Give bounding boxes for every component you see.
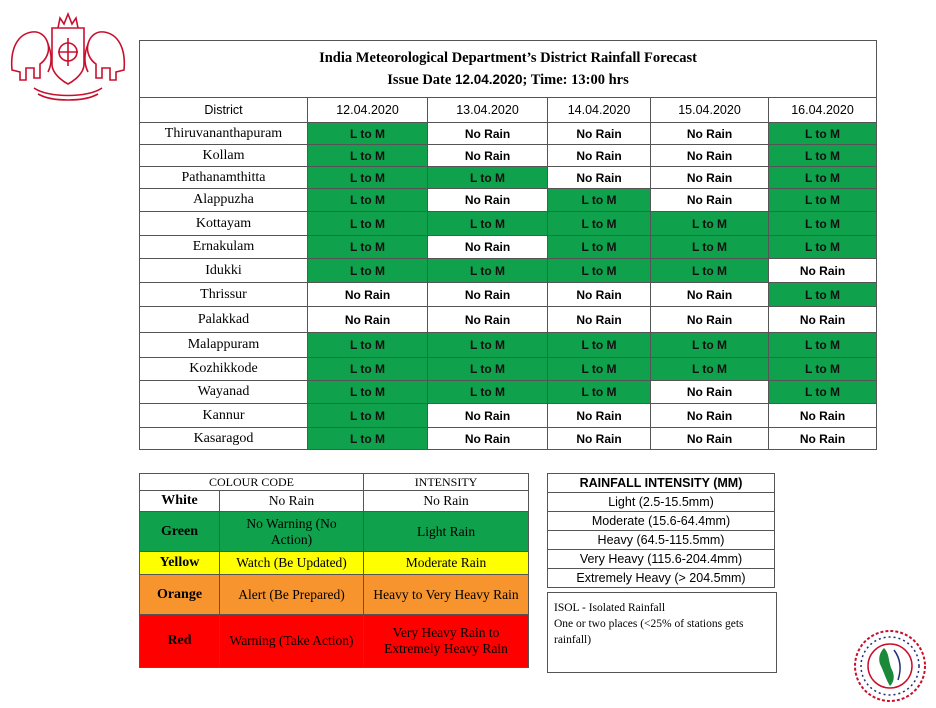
forecast-cell: No Rain	[428, 123, 548, 145]
forecast-cell: L to M	[548, 358, 651, 381]
isol-definition: ISOL - Isolated Rainfall	[554, 602, 666, 614]
forecast-cell: No Rain	[651, 123, 769, 145]
forecast-cell: L to M	[769, 381, 877, 404]
forecast-cell: No Rain	[548, 167, 651, 189]
forecast-cell: L to M	[548, 189, 651, 212]
forecast-cell: L to M	[769, 283, 877, 307]
forecast-cell: L to M	[428, 381, 548, 404]
forecast-cell: No Rain	[769, 259, 877, 283]
forecast-cell: L to M	[548, 333, 651, 358]
colour-intensity: Heavy to Very Heavy Rain	[364, 575, 529, 615]
colour-meaning: Warning (Take Action)	[220, 615, 364, 668]
district-name: Pathanamthitta	[140, 167, 308, 189]
colour-row-white	[140, 491, 529, 512]
forecast-cell: No Rain	[548, 123, 651, 145]
forecast-cell: L to M	[308, 123, 428, 145]
rainfall-intensity-item: Very Heavy (115.6-204.4mm)	[548, 550, 775, 569]
forecast-cell: No Rain	[308, 283, 428, 307]
district-name: Ernakulam	[140, 236, 308, 259]
colour-intensity: No Rain	[364, 491, 529, 512]
rainfall-intensity-row	[548, 512, 775, 531]
isol-description: One or two places (<25% of stations gets rainfall)	[554, 618, 744, 646]
forecast-cell: L to M	[769, 145, 877, 167]
forecast-cell: No Rain	[548, 283, 651, 307]
intensity-header: INTENSITY	[364, 474, 529, 491]
district-name: Kollam	[140, 145, 308, 167]
table-row	[140, 123, 877, 145]
table-title-row	[140, 41, 877, 98]
isol-note-box	[547, 592, 777, 673]
forecast-cell: L to M	[651, 333, 769, 358]
rainfall-intensity-item: Extremely Heavy (> 204.5mm)	[548, 569, 775, 588]
forecast-cell: L to M	[428, 167, 548, 189]
forecast-title-cell	[140, 41, 877, 98]
forecast-cell: No Rain	[428, 428, 548, 450]
colour-row-red	[140, 615, 529, 668]
forecast-cell: L to M	[308, 145, 428, 167]
issue-date-value: 12.04.2020	[454, 72, 523, 87]
forecast-cell: No Rain	[548, 428, 651, 450]
forecast-cell: No Rain	[651, 145, 769, 167]
rainfall-intensity-header-row	[548, 474, 775, 493]
rainfall-intensity-row	[548, 569, 775, 588]
forecast-cell: L to M	[548, 259, 651, 283]
forecast-cell: No Rain	[651, 404, 769, 428]
colour-meaning: Alert (Be Prepared)	[220, 575, 364, 615]
district-name: Thrissur	[140, 283, 308, 307]
table-row	[140, 145, 877, 167]
forecast-cell: L to M	[308, 428, 428, 450]
district-name: Alappuzha	[140, 189, 308, 212]
table-row	[140, 259, 877, 283]
rainfall-intensity-item: Moderate (15.6-64.4mm)	[548, 512, 775, 531]
rainfall-intensity-title: RAINFALL INTENSITY (MM)	[548, 474, 775, 493]
table-row	[140, 358, 877, 381]
district-name: Wayanad	[140, 381, 308, 404]
colour-intensity: Moderate Rain	[364, 552, 529, 575]
forecast-cell: No Rain	[769, 404, 877, 428]
colour-name: White	[140, 491, 220, 512]
forecast-cell: No Rain	[651, 381, 769, 404]
table-row	[140, 307, 877, 333]
forecast-cell: L to M	[651, 358, 769, 381]
rainfall-intensity-table	[547, 473, 775, 588]
forecast-cell: L to M	[308, 212, 428, 236]
district-forecast-table	[139, 40, 877, 450]
table-row	[140, 381, 877, 404]
district-name: Kottayam	[140, 212, 308, 236]
forecast-cell: No Rain	[769, 428, 877, 450]
district-name: Palakkad	[140, 307, 308, 333]
forecast-cell: L to M	[769, 123, 877, 145]
date-column-header: 15.04.2020	[651, 98, 769, 123]
forecast-cell: L to M	[769, 212, 877, 236]
forecast-cell: L to M	[651, 212, 769, 236]
table-row	[140, 404, 877, 428]
district-name: Kozhikkode	[140, 358, 308, 381]
issue-date-label: Issue Date	[387, 72, 452, 88]
date-column-header: 13.04.2020	[428, 98, 548, 123]
table-row	[140, 189, 877, 212]
date-column-header: 16.04.2020	[769, 98, 877, 123]
forecast-cell: L to M	[548, 212, 651, 236]
table-header-row	[140, 98, 877, 123]
colour-meaning: No Rain	[220, 491, 364, 512]
forecast-cell: No Rain	[651, 428, 769, 450]
forecast-cell: No Rain	[308, 307, 428, 333]
forecast-cell: L to M	[428, 259, 548, 283]
forecast-cell: L to M	[769, 358, 877, 381]
forecast-cell: No Rain	[548, 145, 651, 167]
forecast-cell: L to M	[308, 333, 428, 358]
rainfall-intensity-row	[548, 531, 775, 550]
forecast-cell: L to M	[769, 167, 877, 189]
district-name: Kasaragod	[140, 428, 308, 450]
forecast-cell: L to M	[308, 358, 428, 381]
table-row	[140, 236, 877, 259]
forecast-cell: No Rain	[428, 404, 548, 428]
forecast-cell: L to M	[769, 333, 877, 358]
forecast-cell: L to M	[308, 167, 428, 189]
district-column-header: District	[140, 98, 308, 123]
date-column-header: 12.04.2020	[308, 98, 428, 123]
forecast-cell: L to M	[308, 381, 428, 404]
rainfall-intensity-row	[548, 493, 775, 512]
forecast-cell: L to M	[308, 259, 428, 283]
district-name: Idukki	[140, 259, 308, 283]
colour-intensity: Light Rain	[364, 512, 529, 552]
colour-name: Yellow	[140, 552, 220, 575]
forecast-cell: No Rain	[651, 167, 769, 189]
table-row	[140, 333, 877, 358]
forecast-cell: No Rain	[651, 189, 769, 212]
district-name: Kannur	[140, 404, 308, 428]
forecast-cell: L to M	[428, 333, 548, 358]
forecast-cell: L to M	[651, 236, 769, 259]
forecast-cell: No Rain	[428, 145, 548, 167]
table-row	[140, 283, 877, 307]
forecast-cell: L to M	[428, 358, 548, 381]
colour-code-table	[139, 473, 529, 668]
forecast-cell: No Rain	[428, 307, 548, 333]
issue-time: ; Time: 13:00 hrs	[522, 72, 629, 88]
kerala-sdma-logo-icon	[850, 628, 930, 704]
colour-row-orange	[140, 575, 529, 615]
forecast-cell: L to M	[308, 404, 428, 428]
colour-name: Orange	[140, 575, 220, 615]
rainfall-intensity-item: Heavy (64.5-115.5mm)	[548, 531, 775, 550]
forecast-cell: L to M	[651, 259, 769, 283]
forecast-cell: L to M	[548, 381, 651, 404]
colour-code-header-row	[140, 474, 529, 491]
table-row	[140, 212, 877, 236]
table-row	[140, 428, 877, 450]
colour-name: Red	[140, 615, 220, 668]
forecast-cell: No Rain	[428, 236, 548, 259]
forecast-cell: No Rain	[651, 307, 769, 333]
date-column-header: 14.04.2020	[548, 98, 651, 123]
district-name: Thiruvananthapuram	[140, 123, 308, 145]
colour-row-green	[140, 512, 529, 552]
forecast-cell: L to M	[769, 236, 877, 259]
rainfall-intensity-item: Light (2.5-15.5mm)	[548, 493, 775, 512]
district-name: Malappuram	[140, 333, 308, 358]
forecast-cell: No Rain	[428, 283, 548, 307]
forecast-cell: L to M	[548, 236, 651, 259]
forecast-cell: L to M	[308, 236, 428, 259]
rainfall-intensity-row	[548, 550, 775, 569]
forecast-cell: L to M	[428, 212, 548, 236]
colour-intensity: Very Heavy Rain to Extremely Heavy Rain	[364, 615, 529, 668]
forecast-cell: L to M	[308, 189, 428, 212]
forecast-cell: No Rain	[548, 404, 651, 428]
forecast-body	[140, 123, 877, 450]
forecast-cell: No Rain	[769, 307, 877, 333]
forecast-title: India Meteorological Department’s District Rainfall Forecast	[319, 50, 697, 66]
colour-name: Green	[140, 512, 220, 552]
forecast-cell: No Rain	[548, 307, 651, 333]
table-row	[140, 167, 877, 189]
forecast-cell: No Rain	[428, 189, 548, 212]
colour-meaning: Watch (Be Updated)	[220, 552, 364, 575]
colour-code-header: COLOUR CODE	[140, 474, 364, 491]
kerala-government-emblem-icon	[4, 8, 132, 104]
forecast-cell: L to M	[769, 189, 877, 212]
colour-row-yellow	[140, 552, 529, 575]
colour-meaning: No Warning (No Action)	[220, 512, 364, 552]
forecast-cell: No Rain	[651, 283, 769, 307]
issue-date-line	[140, 69, 876, 91]
